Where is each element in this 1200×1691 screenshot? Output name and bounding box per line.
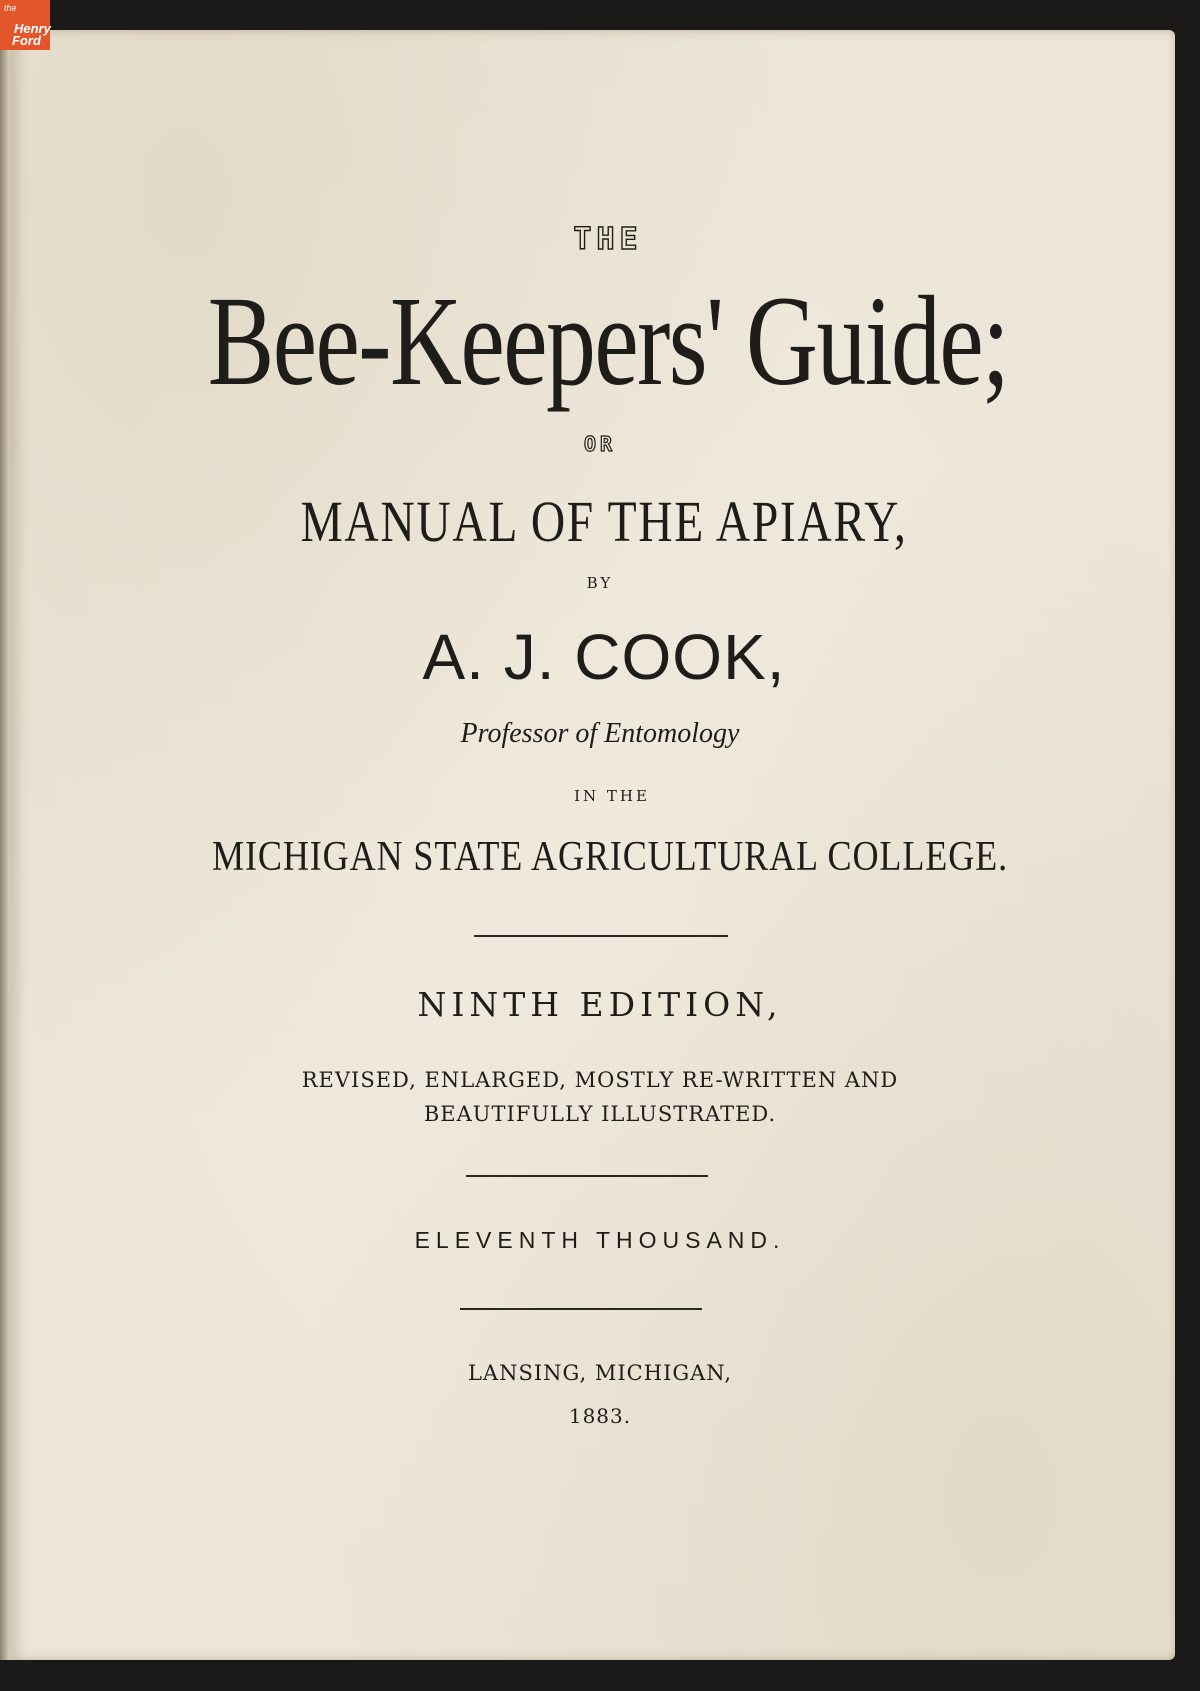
divider-rule-2 <box>466 1175 708 1177</box>
revision-line-2: BEAUTIFULLY ILLUSTRATED. <box>423 1102 777 1126</box>
publication-year: 1883. <box>568 1404 632 1428</box>
title-article: THE <box>573 222 643 257</box>
logo-text-henry: Henry <box>14 21 51 36</box>
divider-rule-3 <box>460 1308 702 1310</box>
by-line: BY <box>586 574 614 592</box>
book-subtitle: MANUAL OF THE APIARY, <box>300 489 908 554</box>
logo-text-ford: Ford <box>12 33 41 48</box>
author-name: A. J. COOK, <box>422 621 786 693</box>
printing-line: ELEVENTH THOUSAND. <box>414 1227 786 1253</box>
henry-ford-logo <box>0 0 50 50</box>
title-conjunction: OR <box>583 432 617 456</box>
institution-name: MICHIGAN STATE AGRICULTURAL COLLEGE. <box>212 834 1008 880</box>
book-title: Bee-Keepers' Guide; <box>207 270 1009 412</box>
in-the-line: IN THE <box>574 787 650 805</box>
divider-rule-1 <box>474 935 728 937</box>
author-position: Professor of Entomology <box>460 718 740 749</box>
publication-place: LANSING, MICHIGAN, <box>467 1361 733 1385</box>
revision-line-1: REVISED, ENLARGED, MOSTLY RE-WRITTEN AND <box>301 1068 899 1092</box>
logo-text-the: the <box>4 3 17 13</box>
edition-line: NINTH EDITION, <box>417 985 783 1024</box>
revision-note <box>0 1063 1200 1131</box>
